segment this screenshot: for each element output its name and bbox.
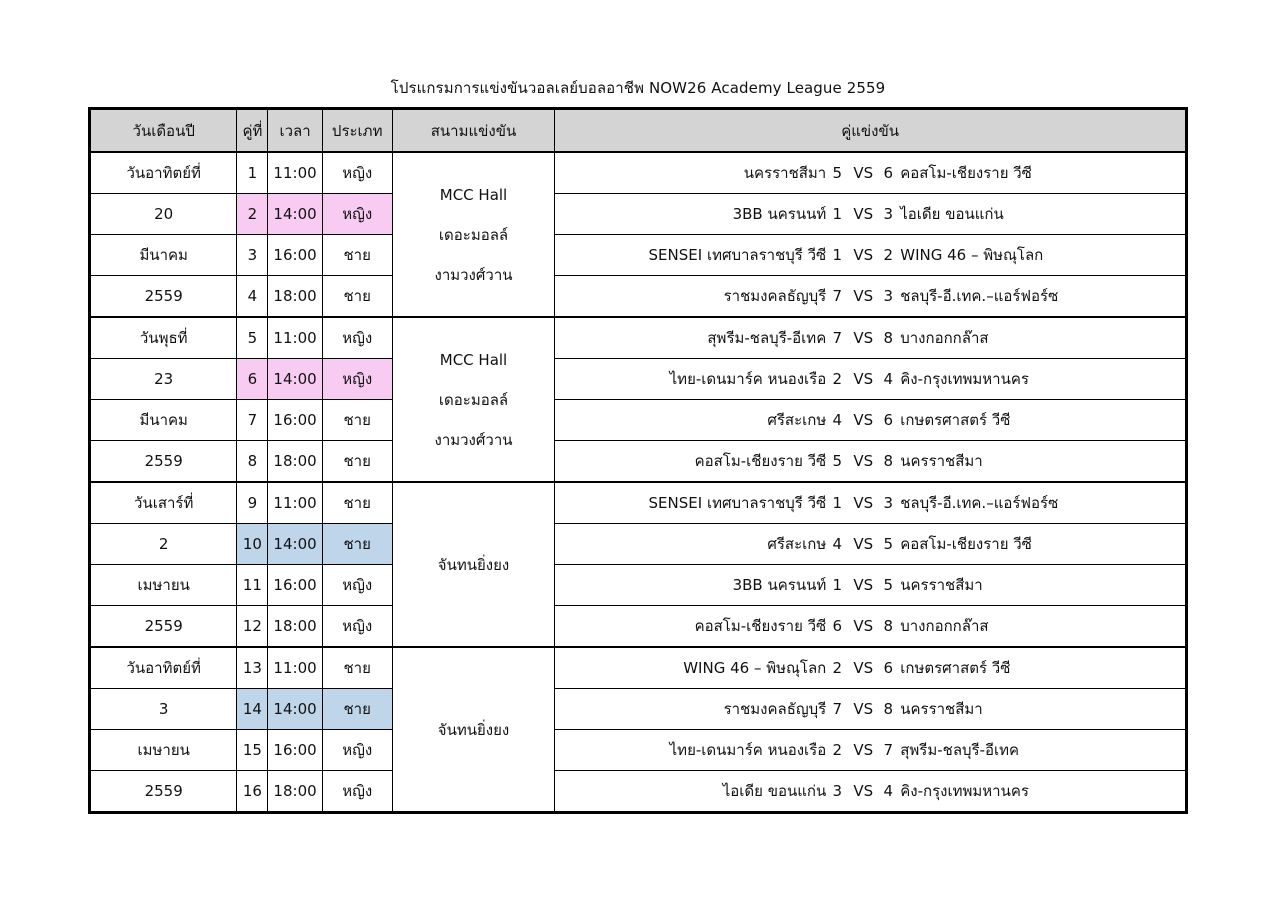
header-time: เวลา [268,109,322,153]
match-type: ชาย [322,524,392,565]
venue-line: MCC Hall [439,185,508,204]
away-team: เกษตรศาสตร์ วีซี [900,659,1011,677]
matchup-cell [555,441,1187,483]
date-cell: 2559 [90,441,237,483]
header-date: วันเดือนปี [90,109,237,153]
matchup-cell [555,235,1187,276]
match-row [90,565,1187,606]
away-team: ชลบุรี-อี.เทค.–แอร์ฟอร์ซ [900,494,1059,512]
vs-label: VS [853,452,874,470]
vs-label: VS [853,659,874,677]
home-score: 4 [832,411,842,429]
match-type: หญิง [322,152,392,194]
venue-line: งามวงศ์วาน [434,430,513,449]
home-team: นครราชสีมา [743,164,827,182]
date-cell: มีนาคม [90,400,237,441]
match-row [90,235,1187,276]
vs-label: VS [853,164,874,182]
match-row [90,524,1187,565]
match-time: 18:00 [268,441,322,483]
home-score: 3 [832,782,842,800]
venue-line: จันทนยิ่งยง [437,555,510,574]
matchup-cell [555,647,1187,689]
vs-label: VS [853,576,874,594]
away-team: คอสโม-เชียงราย วีซี [900,164,1032,182]
match-type: ชาย [322,276,392,318]
pair-number: 8 [237,441,268,483]
matchup-cell [555,194,1187,235]
matchup-cell [555,482,1187,524]
home-score: 6 [832,617,842,635]
home-team: ศรีสะเกษ [767,411,827,429]
date-cell: วันอาทิตย์ที่ [90,152,237,194]
header-type: ประเภท [322,109,392,153]
match-time: 18:00 [268,771,322,813]
match-time: 16:00 [268,235,322,276]
header-venue: สนามแข่งขัน [392,109,554,153]
header-pair: คู่ที่ [237,109,268,153]
pair-number: 6 [237,359,268,400]
vs-label: VS [853,329,874,347]
match-row [90,317,1187,359]
pair-number: 3 [237,235,268,276]
match-type: หญิง [322,730,392,771]
away-score: 4 [883,782,893,800]
match-type: ชาย [322,400,392,441]
away-score: 3 [883,205,893,223]
away-team: นครราชสีมา [900,452,983,470]
match-type: ชาย [322,482,392,524]
vs-label: VS [853,494,874,512]
venue-line: เดอะมอลล์ [438,225,509,244]
pair-number: 14 [237,689,268,730]
away-score: 8 [883,452,893,470]
pair-number: 13 [237,647,268,689]
match-time: 18:00 [268,276,322,318]
match-row [90,482,1187,524]
home-team: ไอเดีย ขอนแก่น [722,782,827,800]
matchup-cell [555,276,1187,318]
away-team: สุพรีม-ชลบุรี-อีเทค [900,741,1020,759]
venue-cell [392,317,554,482]
home-score: 2 [832,741,842,759]
away-score: 2 [883,246,893,264]
away-score: 6 [883,659,893,677]
away-team: คิง-กรุงเทพมหานคร [900,782,1029,800]
away-team: บางกอกกล๊าส [900,329,989,347]
match-time: 14:00 [268,689,322,730]
home-score: 1 [832,494,842,512]
pair-number: 9 [237,482,268,524]
date-cell: 2559 [90,771,237,813]
venue-cell [392,482,554,647]
home-team: ไทย-เดนมาร์ค หนองเรือ [669,741,827,759]
match-type: ชาย [322,689,392,730]
match-type: หญิง [322,317,392,359]
home-score: 7 [832,700,842,718]
away-team: นครราชสีมา [900,576,983,594]
home-score: 4 [832,535,842,553]
match-time: 16:00 [268,400,322,441]
match-time: 18:00 [268,606,322,648]
venue-line: MCC Hall [439,350,508,369]
match-time: 11:00 [268,482,322,524]
away-team: WING 46 – พิษณุโลก [900,246,1044,264]
matchup-cell [555,152,1187,194]
pair-number: 1 [237,152,268,194]
match-row [90,400,1187,441]
home-team: SENSEI เทศบาลราชบุรี วีซี [648,494,827,512]
match-row [90,689,1187,730]
home-score: 2 [832,370,842,388]
home-score: 5 [832,452,842,470]
matchup-cell [555,524,1187,565]
venue-line: เดอะมอลล์ [438,390,509,409]
away-score: 6 [883,164,893,182]
home-team: สุพรีม-ชลบุรี-อีเทค [707,329,827,347]
date-cell: 3 [90,689,237,730]
match-type: หญิง [322,359,392,400]
vs-label: VS [853,535,874,553]
date-cell: 20 [90,194,237,235]
home-score: 2 [832,659,842,677]
match-row [90,771,1187,813]
home-team: ไทย-เดนมาร์ค หนองเรือ [669,370,827,388]
home-team: คอสโม-เชียงราย วีซี [694,452,827,470]
matchup-cell [555,400,1187,441]
home-team: WING 46 – พิษณุโลก [683,659,827,677]
away-team: คิง-กรุงเทพมหานคร [900,370,1029,388]
match-time: 11:00 [268,317,322,359]
venue-cell [392,647,554,813]
match-time: 14:00 [268,524,322,565]
date-cell: 2 [90,524,237,565]
matchup-cell [555,771,1187,813]
match-time: 11:00 [268,647,322,689]
match-row [90,441,1187,483]
away-score: 8 [883,617,893,635]
away-score: 3 [883,494,893,512]
match-time: 14:00 [268,194,322,235]
away-score: 5 [883,535,893,553]
match-time: 16:00 [268,565,322,606]
vs-label: VS [853,370,874,388]
home-team: ศรีสะเกษ [767,535,827,553]
matchup-cell [555,730,1187,771]
header-matchup: คู่แข่งขัน [555,109,1187,153]
pair-number: 7 [237,400,268,441]
venue-cell [392,152,554,317]
vs-label: VS [853,205,874,223]
vs-label: VS [853,741,874,759]
away-score: 5 [883,576,893,594]
away-score: 8 [883,329,893,347]
pair-number: 2 [237,194,268,235]
away-team: คอสโม-เชียงราย วีซี [900,535,1032,553]
date-cell: มีนาคม [90,235,237,276]
date-cell: วันพุธที่ [90,317,237,359]
header-row [90,109,1187,153]
matchup-cell [555,689,1187,730]
schedule-body [90,152,1187,813]
home-score: 1 [832,576,842,594]
vs-label: VS [853,700,874,718]
away-team: เกษตรศาสตร์ วีซี [900,411,1011,429]
away-team: ชลบุรี-อี.เทค.–แอร์ฟอร์ซ [900,287,1059,305]
match-type: หญิง [322,606,392,648]
home-team: SENSEI เทศบาลราชบุรี วีซี [648,246,827,264]
match-time: 14:00 [268,359,322,400]
home-team: ราชมงคลธัญบุรี [723,700,827,718]
match-time: 16:00 [268,730,322,771]
home-score: 7 [832,287,842,305]
vs-label: VS [853,411,874,429]
match-type: หญิง [322,194,392,235]
venue-line: งามวงศ์วาน [434,265,513,284]
home-score: 5 [832,164,842,182]
match-row [90,152,1187,194]
home-team: ราชมงคลธัญบุรี [723,287,827,305]
home-team: 3BB นครนนท์ [732,205,827,223]
match-row [90,194,1187,235]
away-team: นครราชสีมา [900,700,983,718]
vs-label: VS [853,617,874,635]
vs-label: VS [853,782,874,800]
date-cell: 23 [90,359,237,400]
date-cell: วันเสาร์ที่ [90,482,237,524]
matchup-cell [555,606,1187,648]
home-score: 7 [832,329,842,347]
pair-number: 12 [237,606,268,648]
home-score: 1 [832,246,842,264]
pair-number: 5 [237,317,268,359]
home-team: คอสโม-เชียงราย วีซี [694,617,827,635]
pair-number: 4 [237,276,268,318]
match-row [90,647,1187,689]
vs-label: VS [853,246,874,264]
away-score: 3 [883,287,893,305]
date-cell: 2559 [90,276,237,318]
match-row [90,606,1187,648]
matchup-cell [555,359,1187,400]
home-score: 1 [832,205,842,223]
match-type: ชาย [322,441,392,483]
pair-number: 15 [237,730,268,771]
date-cell: เมษายน [90,565,237,606]
match-time: 11:00 [268,152,322,194]
match-type: หญิง [322,771,392,813]
away-score: 6 [883,411,893,429]
venue-line: จันทนยิ่งยง [437,720,510,739]
date-cell: วันอาทิตย์ที่ [90,647,237,689]
away-score: 8 [883,700,893,718]
pair-number: 11 [237,565,268,606]
date-cell: เมษายน [90,730,237,771]
vs-label: VS [853,287,874,305]
match-row [90,359,1187,400]
date-cell: 2559 [90,606,237,648]
match-type: หญิง [322,565,392,606]
page-title: โปรแกรมการแข่งขันวอลเลย์บอลอาชีพ NOW26 Academy League 2559 [390,79,886,97]
matchup-cell [555,565,1187,606]
pair-number: 10 [237,524,268,565]
schedule-table [88,107,1188,814]
matchup-cell [555,317,1187,359]
away-team: บางกอกกล๊าส [900,617,989,635]
match-row [90,276,1187,318]
match-type: ชาย [322,647,392,689]
away-score: 7 [883,741,893,759]
away-team: ไอเดีย ขอนแก่น [900,205,1004,223]
home-team: 3BB นครนนท์ [732,576,827,594]
away-score: 4 [883,370,893,388]
match-type: ชาย [322,235,392,276]
match-row [90,730,1187,771]
pair-number: 16 [237,771,268,813]
